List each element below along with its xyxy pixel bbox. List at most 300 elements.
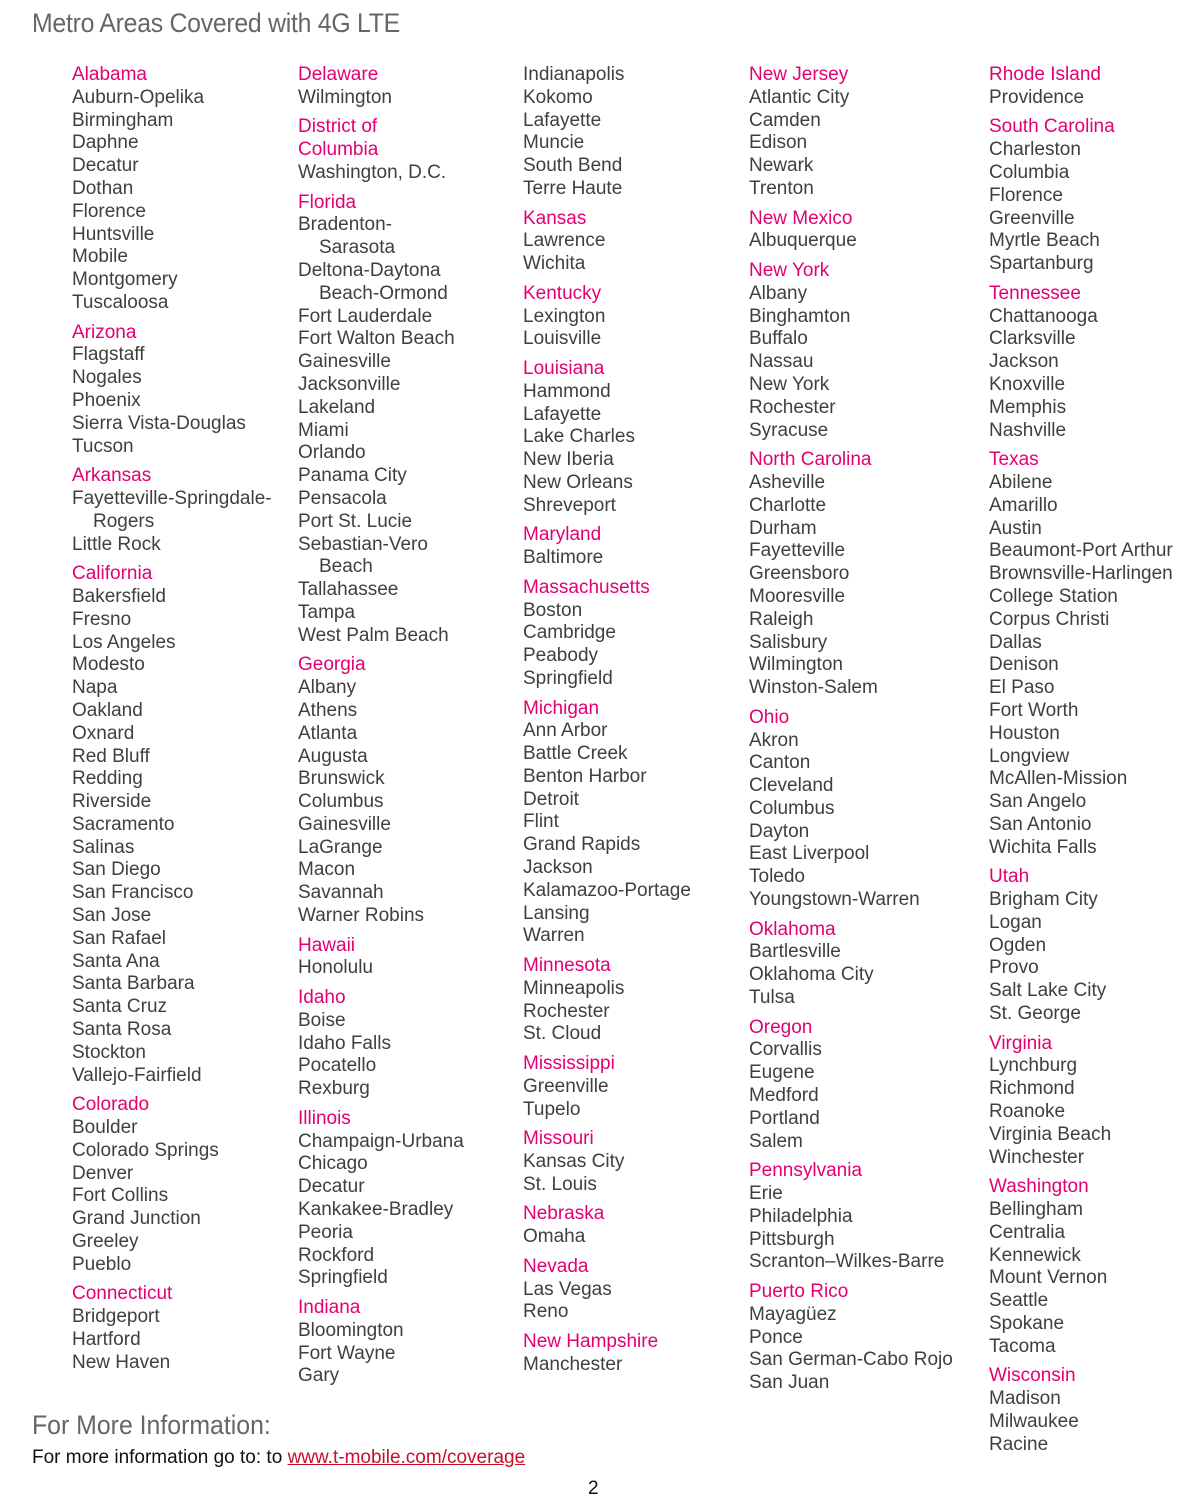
city-name: Roanoke bbox=[989, 1101, 1066, 1123]
city-name: Scranton–Wilkes-Barre bbox=[749, 1251, 945, 1273]
city-list bbox=[298, 1320, 464, 1388]
city-name: Vallejo-Fairfield bbox=[72, 1064, 202, 1086]
city-item bbox=[72, 951, 272, 974]
state-heading-line: Arizona bbox=[72, 321, 137, 343]
city-item bbox=[72, 1231, 272, 1254]
city-item bbox=[72, 859, 272, 882]
city-item bbox=[72, 534, 272, 557]
city-item bbox=[749, 843, 953, 866]
city-item bbox=[989, 1199, 1173, 1222]
state-heading-indiana bbox=[298, 1297, 464, 1320]
state-heading-line: Idaho bbox=[298, 987, 346, 1009]
city-item bbox=[523, 495, 691, 518]
city-name: Chattanooga bbox=[989, 305, 1098, 327]
city-item bbox=[749, 752, 953, 775]
city-list bbox=[749, 941, 953, 1009]
city-item bbox=[749, 987, 953, 1010]
city-name: Richmond bbox=[989, 1078, 1075, 1100]
city-item bbox=[749, 132, 953, 155]
city-item bbox=[72, 1352, 272, 1375]
city-name: Peabody bbox=[523, 645, 599, 667]
city-name: Boston bbox=[523, 599, 583, 621]
state-heading-line: Utah bbox=[989, 866, 1030, 888]
state-heading-line: Mississippi bbox=[523, 1053, 615, 1075]
city-name: Fort Wayne bbox=[298, 1342, 396, 1364]
city-name: Rogers bbox=[93, 510, 155, 532]
city-item bbox=[749, 1229, 953, 1252]
city-item bbox=[749, 941, 953, 964]
city-name: Rexburg bbox=[298, 1078, 370, 1100]
city-name: Salinas bbox=[72, 836, 135, 858]
city-name: Philadelphia bbox=[749, 1205, 853, 1227]
coverage-column-4 bbox=[749, 64, 953, 1395]
city-name: Red Bluff bbox=[72, 745, 150, 767]
city-item bbox=[298, 87, 464, 110]
city-item bbox=[523, 880, 691, 903]
city-item bbox=[72, 905, 272, 928]
city-item bbox=[523, 1099, 691, 1122]
city-name: Washington, D.C. bbox=[298, 161, 447, 183]
city-item bbox=[523, 472, 691, 495]
city-item bbox=[989, 1267, 1173, 1290]
city-name: Buffalo bbox=[749, 328, 808, 350]
city-item bbox=[523, 1001, 691, 1024]
city-name: New Haven bbox=[72, 1351, 171, 1373]
city-name: Houston bbox=[989, 722, 1060, 744]
city-item bbox=[72, 768, 272, 791]
state-heading-line: Arkansas bbox=[72, 465, 152, 487]
city-name: Oxnard bbox=[72, 722, 135, 744]
state-heading-oklahoma bbox=[749, 919, 953, 942]
city-name: Mount Vernon bbox=[989, 1267, 1108, 1289]
city-item bbox=[298, 859, 464, 882]
city-name: Omaha bbox=[523, 1226, 586, 1248]
state-heading-line: Maryland bbox=[523, 524, 602, 546]
city-item bbox=[523, 789, 691, 812]
city-name: Savannah bbox=[298, 882, 384, 904]
city-name: Memphis bbox=[989, 396, 1067, 418]
city-item bbox=[523, 903, 691, 926]
city-name: San Antonio bbox=[989, 813, 1092, 835]
city-name: Lexington bbox=[523, 305, 606, 327]
city-name: Knoxville bbox=[989, 373, 1066, 395]
city-item bbox=[298, 397, 464, 420]
city-item bbox=[523, 743, 691, 766]
state-heading-pennsylvania bbox=[749, 1160, 953, 1183]
city-item bbox=[989, 472, 1173, 495]
city-name: College Station bbox=[989, 585, 1118, 607]
city-name: Lakeland bbox=[298, 396, 376, 418]
coverage-column-5 bbox=[989, 64, 1173, 1457]
state-heading-arkansas bbox=[72, 465, 272, 488]
city-item bbox=[749, 1039, 953, 1062]
city-item bbox=[523, 449, 691, 472]
city-item bbox=[749, 374, 953, 397]
city-name: Minneapolis bbox=[523, 977, 625, 999]
city-name: New Orleans bbox=[523, 471, 633, 493]
state-heading-nebraska bbox=[523, 1203, 691, 1226]
state-heading-texas bbox=[989, 449, 1173, 472]
city-item bbox=[989, 1222, 1173, 1245]
city-name: Hartford bbox=[72, 1329, 141, 1351]
city-item bbox=[298, 420, 464, 443]
city-item bbox=[749, 110, 953, 133]
city-item bbox=[989, 837, 1173, 860]
city-name: Greensboro bbox=[749, 563, 850, 585]
city-item bbox=[989, 87, 1173, 110]
city-item bbox=[989, 912, 1173, 935]
city-name: Auburn-Opelika bbox=[72, 86, 205, 108]
state-heading-new-mexico bbox=[749, 208, 953, 231]
city-item bbox=[523, 925, 691, 948]
city-list bbox=[523, 230, 691, 276]
city-name: Champaign-Urbana bbox=[298, 1130, 464, 1152]
city-item bbox=[298, 1010, 464, 1033]
city-list bbox=[989, 1055, 1173, 1169]
city-item bbox=[523, 1279, 691, 1302]
city-item bbox=[72, 1042, 272, 1065]
city-item bbox=[72, 1306, 272, 1329]
city-name: Brigham City bbox=[989, 889, 1098, 911]
city-item bbox=[298, 768, 464, 791]
city-item bbox=[72, 1163, 272, 1186]
state-heading-colorado bbox=[72, 1094, 272, 1117]
city-list bbox=[749, 1304, 953, 1395]
city-name: Phoenix bbox=[72, 389, 141, 411]
city-item bbox=[523, 132, 691, 155]
city-name: Santa Cruz bbox=[72, 996, 168, 1018]
city-item bbox=[749, 798, 953, 821]
city-name: St. Louis bbox=[523, 1173, 597, 1195]
city-item bbox=[72, 586, 272, 609]
state-heading-line: Puerto Rico bbox=[749, 1281, 849, 1303]
city-item bbox=[749, 1131, 953, 1154]
state-heading-line: Colorado bbox=[72, 1094, 150, 1116]
city-name: Edison bbox=[749, 132, 808, 154]
city-name: San Rafael bbox=[72, 927, 167, 949]
city-name: Montgomery bbox=[72, 269, 178, 291]
city-name: Denison bbox=[989, 654, 1059, 676]
city-item bbox=[749, 654, 953, 677]
city-item bbox=[72, 201, 272, 224]
city-name: Beach bbox=[319, 556, 373, 578]
city-item bbox=[523, 547, 691, 570]
city-list bbox=[523, 306, 691, 352]
city-name: Oakland bbox=[72, 699, 143, 721]
state-heading-wisconsin bbox=[989, 1365, 1173, 1388]
city-item bbox=[298, 957, 464, 980]
coverage-column-3 bbox=[523, 64, 691, 1377]
city-name: Sebastian-Vero bbox=[298, 533, 428, 555]
city-item bbox=[523, 155, 691, 178]
city-name: Bloomington bbox=[298, 1319, 404, 1341]
city-list bbox=[298, 162, 464, 185]
city-item bbox=[989, 980, 1173, 1003]
city-name: Beaumont-Port Arthur bbox=[989, 540, 1173, 562]
city-list bbox=[72, 87, 272, 315]
state-heading-line: Indiana bbox=[298, 1297, 361, 1319]
city-item bbox=[72, 246, 272, 269]
city-item bbox=[72, 700, 272, 723]
city-item bbox=[749, 1108, 953, 1131]
state-heading-line: Missouri bbox=[523, 1128, 594, 1150]
city-item bbox=[989, 1101, 1173, 1124]
city-name: Portland bbox=[749, 1107, 820, 1129]
city-name: Wichita bbox=[523, 253, 586, 275]
city-name: Providence bbox=[989, 86, 1085, 108]
city-list bbox=[989, 889, 1173, 1026]
city-name: Spokane bbox=[989, 1313, 1065, 1335]
city-item bbox=[989, 1055, 1173, 1078]
state-heading-maryland bbox=[523, 524, 691, 547]
city-item bbox=[749, 155, 953, 178]
state-heading-line: Washington bbox=[989, 1176, 1089, 1198]
city-list bbox=[523, 547, 691, 570]
city-list bbox=[72, 488, 272, 556]
city-name: Atlantic City bbox=[749, 86, 850, 108]
city-name: Terre Haute bbox=[523, 177, 623, 199]
city-item bbox=[523, 306, 691, 329]
city-list bbox=[298, 1010, 464, 1101]
city-name: Syracuse bbox=[749, 419, 829, 441]
state-heading-line: Nebraska bbox=[523, 1203, 605, 1225]
city-name: Sierra Vista-Douglas bbox=[72, 412, 246, 434]
city-name: Tulsa bbox=[749, 987, 795, 1009]
city-name: Camden bbox=[749, 109, 821, 131]
city-item bbox=[749, 563, 953, 586]
city-name: Pocatello bbox=[298, 1055, 377, 1077]
city-item bbox=[989, 1313, 1173, 1336]
city-item bbox=[749, 87, 953, 110]
city-name: Raleigh bbox=[749, 608, 814, 630]
state-heading-michigan bbox=[523, 698, 691, 721]
city-item bbox=[298, 162, 464, 185]
city-name: Springfield bbox=[523, 667, 613, 689]
city-item bbox=[72, 1208, 272, 1231]
state-heading-line: North Carolina bbox=[749, 449, 872, 471]
city-item bbox=[72, 367, 272, 390]
state-heading-line: Tennessee bbox=[989, 282, 1081, 304]
city-item bbox=[523, 1226, 691, 1249]
city-item bbox=[72, 155, 272, 178]
city-item bbox=[298, 306, 464, 329]
city-item bbox=[989, 1411, 1173, 1434]
city-name: Florence bbox=[989, 184, 1063, 206]
state-heading-line: New Hampshire bbox=[523, 1331, 659, 1352]
city-name: Medford bbox=[749, 1085, 819, 1107]
city-name: Modesto bbox=[72, 654, 145, 676]
city-name: St. Cloud bbox=[523, 1023, 602, 1045]
city-name: Corvallis bbox=[749, 1039, 822, 1061]
city-item bbox=[749, 1062, 953, 1085]
city-name: Brunswick bbox=[298, 768, 385, 790]
city-item bbox=[989, 768, 1173, 791]
city-name: Panama City bbox=[298, 465, 407, 487]
city-name: Nashville bbox=[989, 419, 1067, 441]
city-name: Reno bbox=[523, 1301, 569, 1323]
city-item bbox=[749, 775, 953, 798]
city-list bbox=[749, 283, 953, 443]
city-item bbox=[989, 495, 1173, 518]
city-name: Canton bbox=[749, 752, 811, 774]
city-list bbox=[72, 1117, 272, 1277]
state-heading-line: Rhode Island bbox=[989, 64, 1101, 85]
city-item bbox=[749, 351, 953, 374]
city-name: Cleveland bbox=[749, 775, 834, 797]
city-item bbox=[72, 1254, 272, 1277]
city-item bbox=[523, 1174, 691, 1197]
state-heading-massachusetts bbox=[523, 577, 691, 600]
city-item bbox=[989, 230, 1173, 253]
page-title: Metro Areas Covered with 4G LTE bbox=[32, 8, 400, 38]
city-item bbox=[523, 328, 691, 351]
city-name: Ann Arbor bbox=[523, 720, 608, 742]
city-item bbox=[989, 374, 1173, 397]
city-name: Racine bbox=[989, 1433, 1049, 1455]
city-name: Fayetteville bbox=[749, 540, 846, 562]
city-list bbox=[989, 306, 1173, 443]
city-name: Amarillo bbox=[989, 494, 1058, 516]
coverage-link[interactable]: www.t-mobile.com/coverage bbox=[287, 1447, 526, 1468]
city-item bbox=[72, 746, 272, 769]
city-item bbox=[72, 996, 272, 1019]
city-name: Orlando bbox=[298, 442, 366, 464]
city-name: San Diego bbox=[72, 859, 161, 881]
city-name: Abilene bbox=[989, 471, 1053, 493]
city-item bbox=[749, 1372, 953, 1395]
city-item bbox=[989, 1003, 1173, 1026]
city-item bbox=[298, 602, 464, 625]
city-name: Indianapolis bbox=[523, 64, 625, 85]
city-item bbox=[749, 397, 953, 420]
city-item bbox=[749, 677, 953, 700]
city-item bbox=[989, 185, 1173, 208]
city-item bbox=[989, 1290, 1173, 1313]
city-item bbox=[298, 351, 464, 374]
coverage-column-2 bbox=[298, 64, 464, 1388]
city-item bbox=[298, 1320, 464, 1343]
state-heading-line: Connecticut bbox=[72, 1283, 173, 1305]
city-name: Warren bbox=[523, 925, 585, 947]
city-item bbox=[298, 791, 464, 814]
city-item bbox=[989, 162, 1173, 185]
city-name: Tallahassee bbox=[298, 579, 399, 601]
city-item bbox=[72, 413, 272, 436]
city-name: Bartlesville bbox=[749, 941, 841, 963]
city-name: Atlanta bbox=[298, 722, 358, 744]
city-item bbox=[749, 821, 953, 844]
city-name: Pittsburgh bbox=[749, 1228, 835, 1250]
city-item bbox=[749, 230, 953, 253]
city-name: Dothan bbox=[72, 177, 134, 199]
city-item bbox=[298, 1176, 464, 1199]
city-item bbox=[523, 110, 691, 133]
city-item bbox=[749, 1327, 953, 1350]
city-item bbox=[523, 87, 691, 110]
city-name: Rochester bbox=[749, 396, 836, 418]
city-list bbox=[523, 1279, 691, 1325]
city-item bbox=[989, 540, 1173, 563]
page-number: 2 bbox=[588, 1478, 599, 1499]
city-name: Wilmington bbox=[749, 654, 843, 676]
state-heading-line: California bbox=[72, 563, 153, 585]
city-item bbox=[989, 746, 1173, 769]
state-heading-line: Louisiana bbox=[523, 357, 605, 379]
city-name: Columbus bbox=[298, 791, 384, 813]
city-item bbox=[72, 1065, 272, 1088]
city-item bbox=[72, 1329, 272, 1352]
state-heading-line: Pennsylvania bbox=[749, 1160, 863, 1182]
state-heading-line: Oklahoma bbox=[749, 918, 836, 940]
city-name: Pueblo bbox=[72, 1253, 132, 1275]
city-list bbox=[298, 957, 464, 980]
city-item bbox=[989, 563, 1173, 586]
city-item bbox=[298, 625, 464, 648]
city-item bbox=[523, 404, 691, 427]
city-item bbox=[989, 609, 1173, 632]
state-heading-delaware bbox=[298, 64, 464, 87]
city-name: Brownsville-Harlingen bbox=[989, 563, 1173, 585]
city-name: Bellingham bbox=[989, 1199, 1083, 1221]
city-name: Lawrence bbox=[523, 230, 606, 252]
city-name: Stockton bbox=[72, 1041, 146, 1063]
city-name: Detroit bbox=[523, 788, 579, 810]
city-item bbox=[749, 540, 953, 563]
city-item bbox=[989, 791, 1173, 814]
city-list bbox=[989, 472, 1173, 860]
city-list bbox=[72, 344, 272, 458]
city-name: Sarasota bbox=[319, 237, 396, 259]
city-name: Battle Creek bbox=[523, 743, 628, 765]
city-item bbox=[749, 518, 953, 541]
city-item bbox=[72, 292, 272, 315]
city-name: Muncie bbox=[523, 132, 585, 154]
city-name: Lafayette bbox=[523, 403, 602, 425]
city-item bbox=[523, 1151, 691, 1174]
city-name: Bridgeport bbox=[72, 1306, 160, 1328]
city-name: Asheville bbox=[749, 471, 826, 493]
state-heading-line: Florida bbox=[298, 191, 357, 213]
city-name: Clarksville bbox=[989, 328, 1076, 350]
city-item bbox=[72, 677, 272, 700]
city-list bbox=[523, 1076, 691, 1122]
city-name: Redding bbox=[72, 768, 143, 790]
city-name: Tacoma bbox=[989, 1335, 1056, 1357]
city-name: Dayton bbox=[749, 820, 810, 842]
city-name: Denver bbox=[72, 1162, 134, 1184]
city-name: Fort Worth bbox=[989, 699, 1079, 721]
city-item bbox=[298, 882, 464, 905]
city-name: Baltimore bbox=[523, 547, 604, 569]
coverage-column-1 bbox=[72, 64, 272, 1375]
city-item bbox=[749, 586, 953, 609]
city-item bbox=[989, 1147, 1173, 1170]
city-name: Pensacola bbox=[298, 487, 387, 509]
city-name: Lynchburg bbox=[989, 1055, 1078, 1077]
state-heading-louisiana bbox=[523, 358, 691, 381]
city-item bbox=[749, 866, 953, 889]
city-name: Nassau bbox=[749, 351, 814, 373]
city-item bbox=[989, 1434, 1173, 1457]
city-item bbox=[298, 1245, 464, 1268]
city-name: Longview bbox=[989, 745, 1070, 767]
state-heading-new-york bbox=[749, 260, 953, 283]
city-name: Salt Lake City bbox=[989, 980, 1107, 1002]
city-item bbox=[523, 64, 691, 87]
city-name: Charleston bbox=[989, 139, 1081, 161]
city-item bbox=[298, 534, 464, 580]
city-item bbox=[298, 1199, 464, 1222]
